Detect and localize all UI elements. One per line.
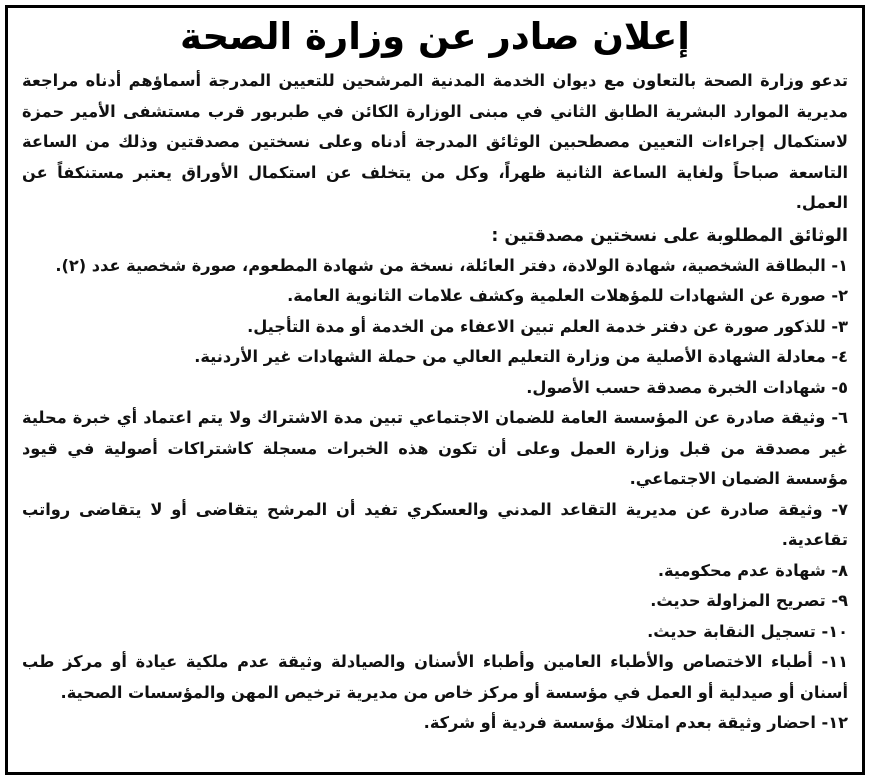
item-number: ٥ — [838, 377, 848, 397]
document-item: ٦- وثيقة صادرة عن المؤسسة العامة للضمان الاجتماعي تبين مدة الاشتراك ولا يتم اعتماد أي خبرة محلية غير مصدقة من قبل وزارة العمل وعلى أن تكون هذه الخبرات مسجلة كاشتراكات أصولية في قيود مؤسسة الضمان الاجتماعي. — [22, 408, 848, 488]
required-documents-heading: الوثائق المطلوبة على نسختين مصدقتين : — [491, 225, 848, 246]
document-item: ١٠- تسجيل النقابة حديث. — [647, 621, 848, 641]
document-item: ٩- تصريح المزاولة حديث. — [650, 591, 848, 610]
item-number: ٧ — [838, 499, 848, 519]
item-number: ٨ — [838, 560, 848, 580]
item-text: للذكور صورة عن دفتر خدمة العلم تبين الاعفاء من الخدمة أو مدة التأجيل. — [247, 316, 826, 336]
item-text: أطباء الاختصاص والأطباء العامين وأطباء الأسنان والصيادلة وثيقة عدم ملكية عيادة أو مركز طب أسنان أو صيدلية أو العمل في مؤسسة أو مركز خاص من مديرية ترخيص المهن والمؤسسات الصحية. — [22, 652, 848, 702]
document-item: ١٢- احضار وثيقة بعدم امتلاك مؤسسة فردية أو شركة. — [423, 713, 848, 732]
item-number: ١١ — [828, 652, 848, 671]
item-number: ٣ — [838, 316, 848, 336]
item-number: ٩ — [838, 591, 848, 610]
item-number: ١٢ — [828, 713, 848, 732]
item-number: ٤ — [838, 347, 848, 366]
item-text: وثيقة صادرة عن مديرية التقاعد المدني والعسكري تفيد أن المرشح يتقاضى أو لا يتقاضى رواتب تقاعدية. — [22, 499, 848, 549]
item-number: ١٠ — [828, 621, 848, 641]
announcement-body — [8, 62, 862, 739]
item-text: شهادات الخبرة مصدقة حسب الأصول. — [526, 377, 826, 397]
document-item: ٥- شهادات الخبرة مصدقة حسب الأصول. — [526, 377, 848, 397]
item-text: تسجيل النقابة حديث. — [647, 621, 816, 641]
item-text: معادلة الشهادة الأصلية من وزارة التعليم العالي من حملة الشهادات غير الأردنية. — [194, 347, 826, 366]
announcement-title: إعلان صادر عن وزارة الصحة — [180, 15, 690, 58]
item-number: ٦ — [838, 408, 848, 427]
item-text: احضار وثيقة بعدم امتلاك مؤسسة فردية أو شركة. — [423, 713, 816, 732]
item-text: تصريح المزاولة حديث. — [650, 591, 826, 610]
item-text: شهادة عدم محكومية. — [657, 560, 826, 580]
intro-paragraph: تدعو وزارة الصحة بالتعاون مع ديوان الخدمة المدنية المرشحين للتعيين المدرجة أسماؤهم أدناه مراجعة مديرية الموارد البشرية الطابق الثاني في مبنى الوزارة الكائن في طبربور قرب مستشفى الأمير حمزة لاستكمال إجراءات التعيين مصطحبين الوثائق المدرجة أدناه وعلى نسختين مصدقتين وذلك من الساعة التاسعة صباحاً ولغاية الساعة الثانية ظهراً، وكل من يتخلف عن استكمال الأوراق يعتبر مستنكفاً عن العمل. — [22, 71, 848, 212]
item-text: وثيقة صادرة عن المؤسسة العامة للضمان الاجتماعي تبين مدة الاشتراك ولا يتم اعتماد أي خبرة محلية غير مصدقة من قبل وزارة العمل وعلى أن تكون هذه الخبرات مسجلة كاشتراكات أصولية في قيود مؤسسة الضمان الاجتماعي. — [22, 408, 848, 488]
announcement-frame — [5, 5, 865, 775]
item-number: ١ — [838, 255, 848, 275]
required-documents-list — [22, 251, 848, 739]
item-text: البطاقة الشخصية، شهادة الولادة، دفتر العائلة، نسخة من شهادة المطعوم، صورة شخصية عدد (٢). — [55, 255, 826, 275]
document-item: ٢- صورة عن الشهادات للمؤهلات العلمية وكشف علامات الثانوية العامة. — [287, 286, 848, 305]
document-item: ٣- للذكور صورة عن دفتر خدمة العلم تبين الاعفاء من الخدمة أو مدة التأجيل. — [247, 316, 848, 336]
item-number: ٢ — [838, 286, 848, 305]
document-item: ٧- وثيقة صادرة عن مديرية التقاعد المدني والعسكري تفيد أن المرشح يتقاضى أو لا يتقاضى رواتب تقاعدية. — [22, 499, 848, 549]
document-item: ١- البطاقة الشخصية، شهادة الولادة، دفتر العائلة، نسخة من شهادة المطعوم، صورة شخصية عدد (٢). — [55, 255, 848, 275]
document-item: ٨- شهادة عدم محكومية. — [657, 560, 848, 580]
item-text: صورة عن الشهادات للمؤهلات العلمية وكشف علامات الثانوية العامة. — [287, 286, 826, 305]
document-item: ٤- معادلة الشهادة الأصلية من وزارة التعليم العالي من حملة الشهادات غير الأردنية. — [194, 347, 848, 366]
document-item: ١١- أطباء الاختصاص والأطباء العامين وأطباء الأسنان والصيادلة وثيقة عدم ملكية عيادة أو مركز طب أسنان أو صيدلية أو العمل في مؤسسة أو مركز خاص من مديرية ترخيص المهن والمؤسسات الصحية. — [22, 652, 848, 702]
